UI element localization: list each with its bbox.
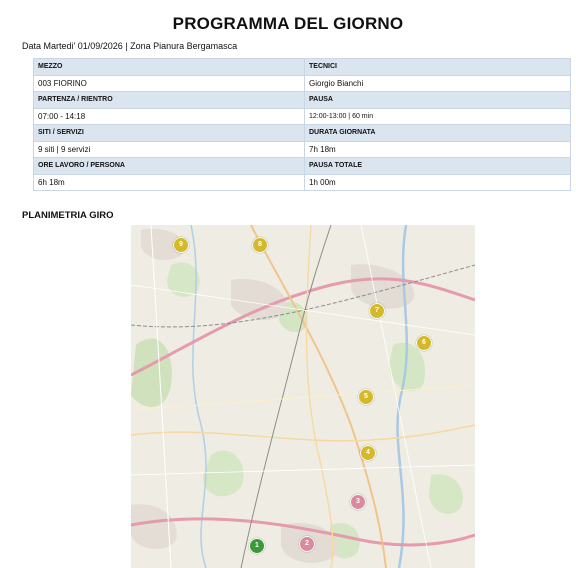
stop-marker-2[interactable]: 2 bbox=[299, 536, 315, 552]
stop-marker-6[interactable]: 6 bbox=[416, 335, 432, 351]
table-row bbox=[34, 59, 571, 76]
value-siti-servizi: 9 siti | 9 servizi bbox=[34, 141, 305, 158]
table-row bbox=[34, 108, 571, 125]
stop-marker-7[interactable]: 7 bbox=[369, 303, 385, 319]
date-zone-line: Data Martedi' 01/09/2026 | Zona Pianura Bergamasca bbox=[22, 41, 238, 51]
stop-marker-3[interactable]: 3 bbox=[350, 494, 366, 510]
stop-marker-5[interactable]: 5 bbox=[358, 389, 374, 405]
table-row bbox=[34, 174, 571, 191]
stop-marker-8[interactable]: 8 bbox=[252, 237, 268, 253]
stop-marker-9[interactable]: 9 bbox=[173, 237, 189, 253]
stop-marker-4[interactable]: 4 bbox=[360, 445, 376, 461]
table-row bbox=[34, 141, 571, 158]
label-tecnici: TECNICI bbox=[305, 59, 571, 76]
table-row bbox=[34, 158, 571, 175]
map-background bbox=[131, 225, 475, 568]
route-map[interactable] bbox=[131, 225, 475, 568]
label-ore-lavoro: ORE LAVORO / PERSONA bbox=[34, 158, 305, 175]
value-pausa: 12:00-13:00 | 60 min bbox=[305, 108, 571, 125]
table-row bbox=[34, 92, 571, 109]
value-durata-giornata: 7h 18m bbox=[305, 141, 571, 158]
label-partenza-rientro: PARTENZA / RIENTRO bbox=[34, 92, 305, 109]
stop-marker-1[interactable]: 1 bbox=[249, 538, 265, 554]
value-partenza-rientro: 07:00 - 14:18 bbox=[34, 108, 305, 125]
value-pausa-totale: 1h 00m bbox=[305, 174, 571, 191]
table-row bbox=[34, 125, 571, 142]
value-ore-lavoro: 6h 18m bbox=[34, 174, 305, 191]
page-title: PROGRAMMA DEL GIORNO bbox=[172, 14, 404, 33]
label-mezzo: MEZZO bbox=[34, 59, 305, 76]
section-title: PLANIMETRIA GIRO bbox=[22, 210, 114, 221]
table-row bbox=[34, 75, 571, 92]
label-durata-giornata: DURATA GIORNATA bbox=[305, 125, 571, 142]
label-siti-servizi: SITI / SERVIZI bbox=[34, 125, 305, 142]
label-pausa: PAUSA bbox=[305, 92, 571, 109]
summary-table bbox=[33, 58, 571, 191]
label-pausa-totale: PAUSA TOTALE bbox=[305, 158, 571, 175]
value-mezzo: 003 FIORINO bbox=[34, 75, 305, 92]
value-tecnici: Giorgio Bianchi bbox=[305, 75, 571, 92]
